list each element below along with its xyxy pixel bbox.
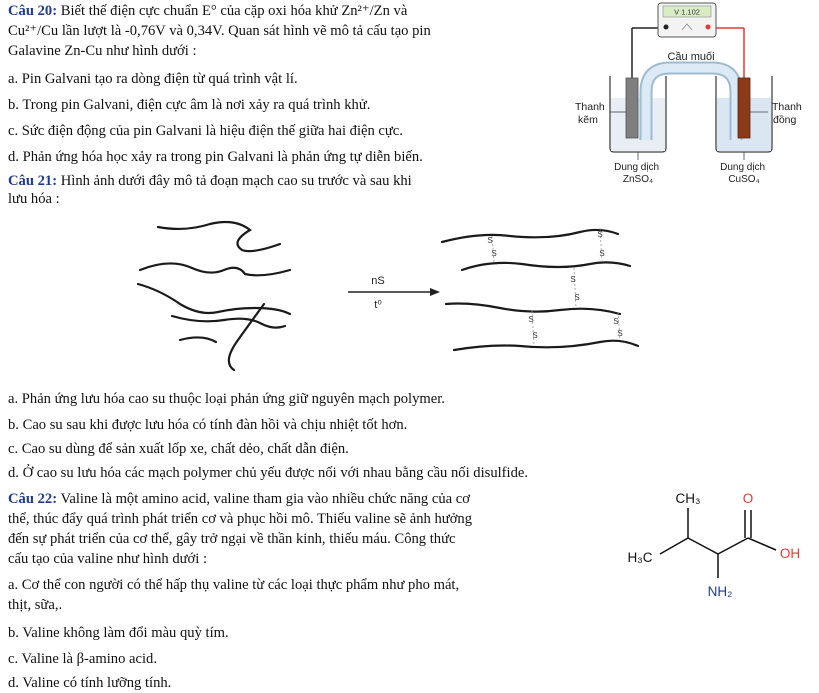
sulfur-label: S [570, 275, 576, 284]
q21-number: Câu 21: [8, 173, 58, 189]
raw-chain [229, 304, 264, 370]
q21-option-d: d. Ở cao su lưu hóa các mạch polymer chủ yếu được nối với nhau bằng cầu nối disulfide. [8, 465, 529, 481]
right-solution-label [720, 162, 768, 185]
q22-option-a-cont: thịt, sữa,. [8, 597, 63, 613]
q20-stem-2: Cu²⁺/Cu lần lượt là -0,76V và 0,34V. Quan sát hình vẽ mô tả cấu tạo pin [8, 23, 431, 39]
q20-option-c: c. Sức điện động của pin Galvani là hiệu điện thế giữa hai điện cực. [8, 123, 403, 139]
q22-stem-2: thể, thúc đẩy quá trình phát triển cơ và phục hồi mô. Thiếu valine sẽ ảnh hưởng [8, 511, 473, 527]
q22-option-b: b. Valine không làm đổi màu quỳ tím. [8, 625, 229, 641]
voltmeter-reading: V 1.102 [674, 7, 700, 17]
sulfur-label: S [574, 293, 580, 302]
zinc-rod-label-1: Thanh [575, 101, 605, 113]
q21-option-a: a. Phản ứng lưu hóa cao su thuộc loại phản ứng giữ nguyên mạch polymer. [8, 391, 445, 407]
q22-line-1 [8, 490, 470, 508]
galvanic-cell-figure [570, 0, 810, 190]
valine-structure [600, 486, 815, 606]
left-solution-label [614, 162, 662, 185]
vulcanization-figure [130, 212, 690, 382]
q20-stem-3: Galavine Zn-Cu như hình dưới : [8, 43, 197, 59]
q22-stem-4: cấu tạo của valine như hình dưới : [8, 551, 208, 567]
vulcanized-chain [442, 230, 618, 242]
q21-option-c: c. Cao su dùng để sản xuất lốp xe, chất dẻo, chất dẫn điện. [8, 441, 349, 457]
copper-rod-label [772, 101, 805, 126]
q21-option-b: b. Cao su sau khi được lưu hóa có tính đàn hồi và chịu nhiệt tốt hơn. [8, 417, 408, 433]
h3c-label: H₃C [627, 550, 653, 565]
q22-number: Câu 22: [8, 491, 58, 507]
copper-rod-label-2: đồng [773, 114, 797, 126]
sulfur-label: S [487, 236, 493, 245]
q20-option-d: d. Phản ứng hóa học xảy ra trong pin Galvani là phản ứng tự diễn biến. [8, 149, 423, 165]
nh2-label: NH₂ [707, 584, 733, 599]
q22-option-d: d. Valine có tính lưỡng tính. [8, 675, 172, 691]
oxygen-label: O [742, 491, 754, 506]
vulcanized-chain [446, 304, 620, 315]
q21-stem-2: lưu hóa : [8, 191, 60, 207]
raw-chain [140, 263, 290, 275]
vulcanized-chain [462, 262, 630, 270]
ch3-label: CH₃ [675, 491, 701, 506]
raw-chain [180, 337, 216, 342]
sulfur-label: S [613, 317, 619, 326]
vulcanized-chain [454, 341, 638, 350]
zinc-rod-label-2: kẽm [578, 114, 598, 126]
q22-stem-1: Valine là một amino acid, valine tham gia vào nhiều chức năng của cơ [60, 491, 470, 507]
q20-number: Câu 20: [8, 3, 58, 19]
q22-option-a: a. Cơ thể con người có thể hấp thụ valine từ các loại thực phẩm như pho mát, [8, 577, 460, 593]
right-solution-label-2: CuSO₄ [728, 174, 760, 185]
salt-bridge-label: Cầu muối [667, 51, 715, 63]
left-solution-label-2: ZnSO₄ [622, 174, 654, 185]
sulfur-label: S [599, 249, 605, 258]
raw-chain [158, 222, 280, 251]
q22-stem-3: đến sự phát triển của cơ thể, gây trở ngại về thần kinh, thiếu máu. Công thức [8, 531, 456, 547]
zinc-rod-label [575, 101, 608, 126]
sulfur-label: S [528, 315, 534, 324]
oh-label: OH [779, 546, 801, 561]
copper-rod-label-1: Thanh [772, 101, 802, 113]
q22-option-c: c. Valine là β-amino acid. [8, 651, 157, 667]
sulfur-bridges [492, 228, 623, 346]
sulfur-label: S [532, 331, 538, 340]
sulfur-label: S [597, 230, 603, 239]
q20-option-b: b. Trong pin Galvani, điện cực âm là nơi xảy ra quá trình khử. [8, 97, 371, 113]
raw-chain [138, 284, 290, 314]
left-solution-label-1: Dung dịch [614, 162, 660, 173]
q20-stem-1: Biết thế điện cực chuẩn E° của cặp oxi hóa khử Zn²⁺/Zn và [60, 3, 408, 19]
copper-rod [738, 78, 750, 138]
q21-line-1 [8, 172, 412, 190]
q20-line-1 [8, 2, 407, 20]
condition-label: t⁰ [374, 299, 382, 311]
right-solution-label-1: Dung dịch [720, 162, 766, 173]
q21-stem-1: Hình ảnh dưới đây mô tả đoạn mạch cao su trước và sau khi [60, 173, 412, 189]
sulfur-label: S [617, 329, 623, 338]
raw-rubber-chains [138, 222, 290, 370]
q20-option-a: a. Pin Galvani tạo ra dòng điện từ quá trình vật lí. [8, 71, 298, 87]
vulcanized-rubber-chains [442, 230, 638, 350]
reagent-label: nS [371, 275, 385, 287]
raw-chain [172, 316, 285, 328]
zinc-rod [626, 78, 638, 138]
sulfur-label: S [491, 249, 497, 258]
